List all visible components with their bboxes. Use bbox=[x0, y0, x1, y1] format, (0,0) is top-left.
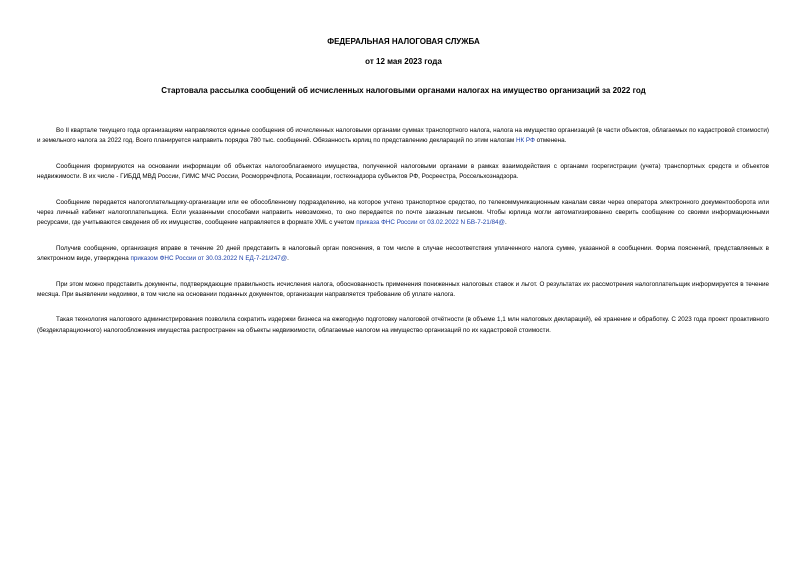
paragraph-text: . bbox=[504, 219, 507, 227]
paragraph-text: отменена. bbox=[534, 137, 567, 145]
paragraph-declaration-cancelled bbox=[37, 126, 769, 147]
tax-code-link[interactable]: НК РФ bbox=[515, 137, 535, 145]
paragraph-text: Сообщения формируются на основании информации об объектах налогооблагаемого имущества, полученной налоговыми органами в рамках взаимодействия с органами госрегистрации (учета) транспортных средств и объектов недвижимости. В их числе - ГИБДД МВД России, ГИМС МЧС России, Росморречфлота, Росавиации, гостехнадзора субъектов РФ, Росреестра, Россельхознадзора. bbox=[37, 162, 769, 181]
paragraph-data-sources bbox=[37, 162, 769, 183]
paragraph-text: . bbox=[287, 255, 289, 263]
paragraph-text: При этом можно представить документы, подтверждающие правильность исчисления налога, обоснованность применения пониженных налоговых ставок и льгот. О результатах их рассмотрения налогоплательщик информируется в течение месяца. При выявлении недоимки, в том числе на основании поданных документов, организации направляется требование об уплате налога. bbox=[37, 280, 769, 299]
paragraph-text: Во II квартале текущего года организациям направляются единые сообщения об исчисленных налоговыми органами суммах транспортного налога, налога на имущество организаций (в части объектов, облагаемых по кадастровой стоимости) и земельного налога за 2022 год. Всего планируется направить порядка 780 тыс. сообщений. Обязанность юрлиц по представлению деклараций по этим налогам bbox=[37, 127, 769, 145]
document-title: Стартовала рассылка сообщений об исчисленных налоговыми органами налогах на имущество организаций за 2022 год bbox=[161, 86, 646, 95]
explanation-form-order-link[interactable]: приказом ФНС России от 30.03.2022 N ЕД-7-21/247@ bbox=[130, 255, 288, 263]
paragraph-proactive-taxation bbox=[37, 315, 769, 336]
paragraph-text: Получив сообщение, организация вправе в течение 20 дней представить в налоговый орган пояснения, в том числе в случае несоответствия уплаченного налога сумме, указанной в сообщении. Форма пояснений, представляемых в электронном виде, утверждена bbox=[37, 244, 769, 263]
date-heading: от 12 мая 2023 года bbox=[365, 57, 442, 66]
agency-heading: ФЕДЕРАЛЬНАЯ НАЛОГОВАЯ СЛУЖБА bbox=[327, 37, 480, 46]
document-body bbox=[37, 126, 769, 336]
paragraph-text: Такая технология налогового администрирования позволила сократить издержки бизнеса на ежегодную подготовку налоговой отчётности (в объеме 1,1 млн налоговых деклараций), её хранение и обработку. С 2023 года проект проактивного (бездекларационного) налогообложения имущества распространен на объекты недвижимости, облагаемые налогом на имущество организаций по их кадастровой стоимости. bbox=[37, 316, 769, 334]
paragraph-explanations bbox=[37, 244, 769, 265]
paragraph-text: Сообщение передается налогоплательщику-организации или ее обособленному подразделению, на которое учтено транспортное средство, по телекоммуникационным каналам связи через оператора электронного документооборота или через личный кабинет налогоплательщика. Если указанными способами направить невозможно, то оно передается по почте заказным письмом. Чтобы юрлица могли автоматизированно сверить сообщение со своими информационными ресурсами, где учитываются сведения об их имуществе, сообщение направляется в формате XML с учетом bbox=[37, 198, 769, 227]
paragraph-supporting-documents bbox=[37, 280, 769, 301]
xml-format-order-link[interactable]: приказа ФНС России от 03.02.2022 N БВ-7-21/84@ bbox=[356, 219, 505, 227]
paragraph-delivery bbox=[37, 198, 769, 229]
